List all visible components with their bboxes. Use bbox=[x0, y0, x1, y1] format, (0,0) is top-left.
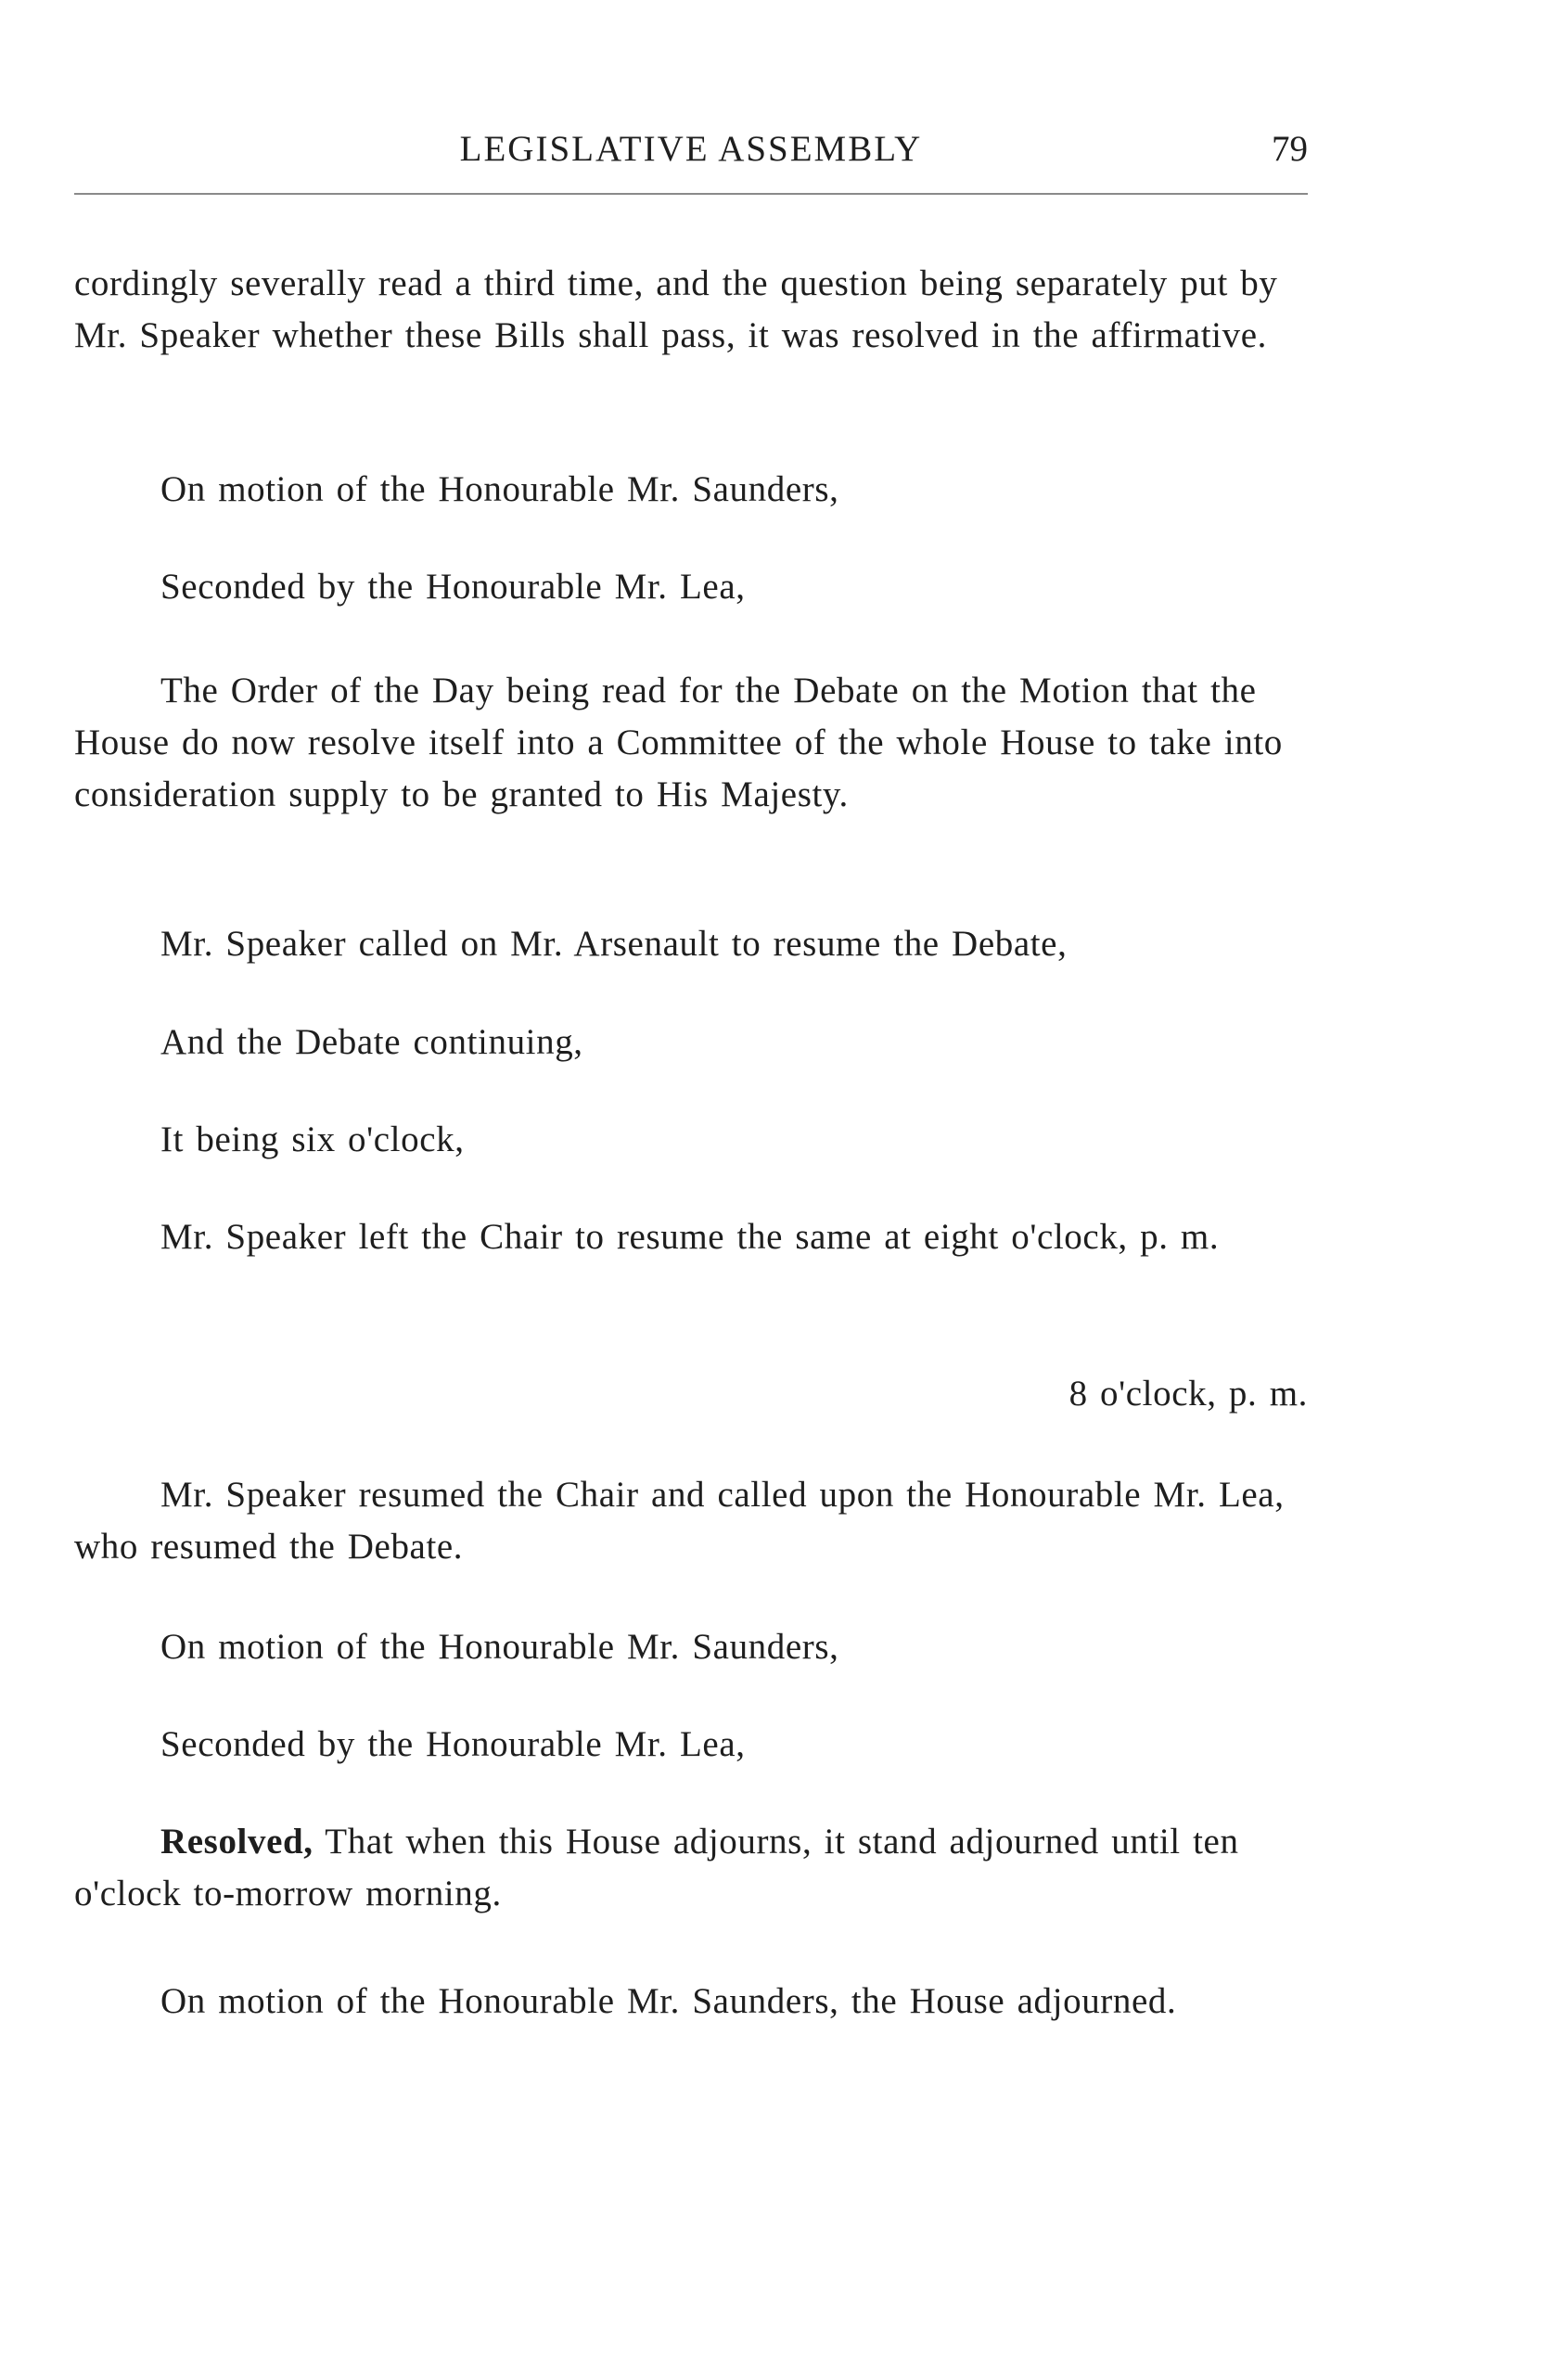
paragraph-order-of-day: The Order of the Day being read for the Debate on the Motion that the House do now resolve itself into a Committee of the whole House to take into consideration supply to be granted to His Majesty. bbox=[74, 671, 1283, 814]
paragraph-seconded-2: Seconded by the Honourable Mr. Lea, bbox=[160, 1724, 746, 1764]
resolved-text: That when this House adjourns, it stand adjourned until ten o'clock to-morrow morning. bbox=[74, 1822, 1239, 1913]
paragraph-debate-continuing: And the Debate continuing, bbox=[160, 1022, 583, 1062]
paragraph-six-oclock: It being six o'clock, bbox=[160, 1120, 465, 1159]
time-heading: 8 o'clock, p. m. bbox=[1068, 1374, 1308, 1414]
paragraph-speaker-called: Mr. Speaker called on Mr. Arsenault to resume the Debate, bbox=[160, 924, 1068, 964]
paragraph-continuation: cordingly severally read a third time, and the question being separately put by Mr. Speaker whether these Bills shall pass, it was resolved in the affirmative. bbox=[74, 263, 1278, 355]
running-title: LEGISLATIVE ASSEMBLY bbox=[459, 129, 923, 169]
paragraph-adjourned: On motion of the Honourable Mr. Saunders, the House adjourned. bbox=[160, 1981, 1177, 2021]
paragraph-speaker-resumed: Mr. Speaker resumed the Chair and called upon the Honourable Mr. Lea, who resumed the Debate. bbox=[74, 1475, 1285, 1567]
paragraph-resolved bbox=[74, 1816, 1308, 1920]
header-rule bbox=[74, 193, 1308, 195]
resolved-label: Resolved, bbox=[160, 1822, 313, 1862]
paragraph-seconded: Seconded by the Honourable Mr. Lea, bbox=[160, 567, 746, 607]
page-header bbox=[74, 128, 1308, 184]
paragraph-speaker-left-chair: Mr. Speaker left the Chair to resume the same at eight o'clock, p. m. bbox=[160, 1217, 1220, 1257]
paragraph-motion: On motion of the Honourable Mr. Saunders, bbox=[160, 469, 839, 509]
page-number: 79 bbox=[1272, 129, 1308, 169]
paragraph-motion-2: On motion of the Honourable Mr. Saunders, bbox=[160, 1627, 839, 1667]
